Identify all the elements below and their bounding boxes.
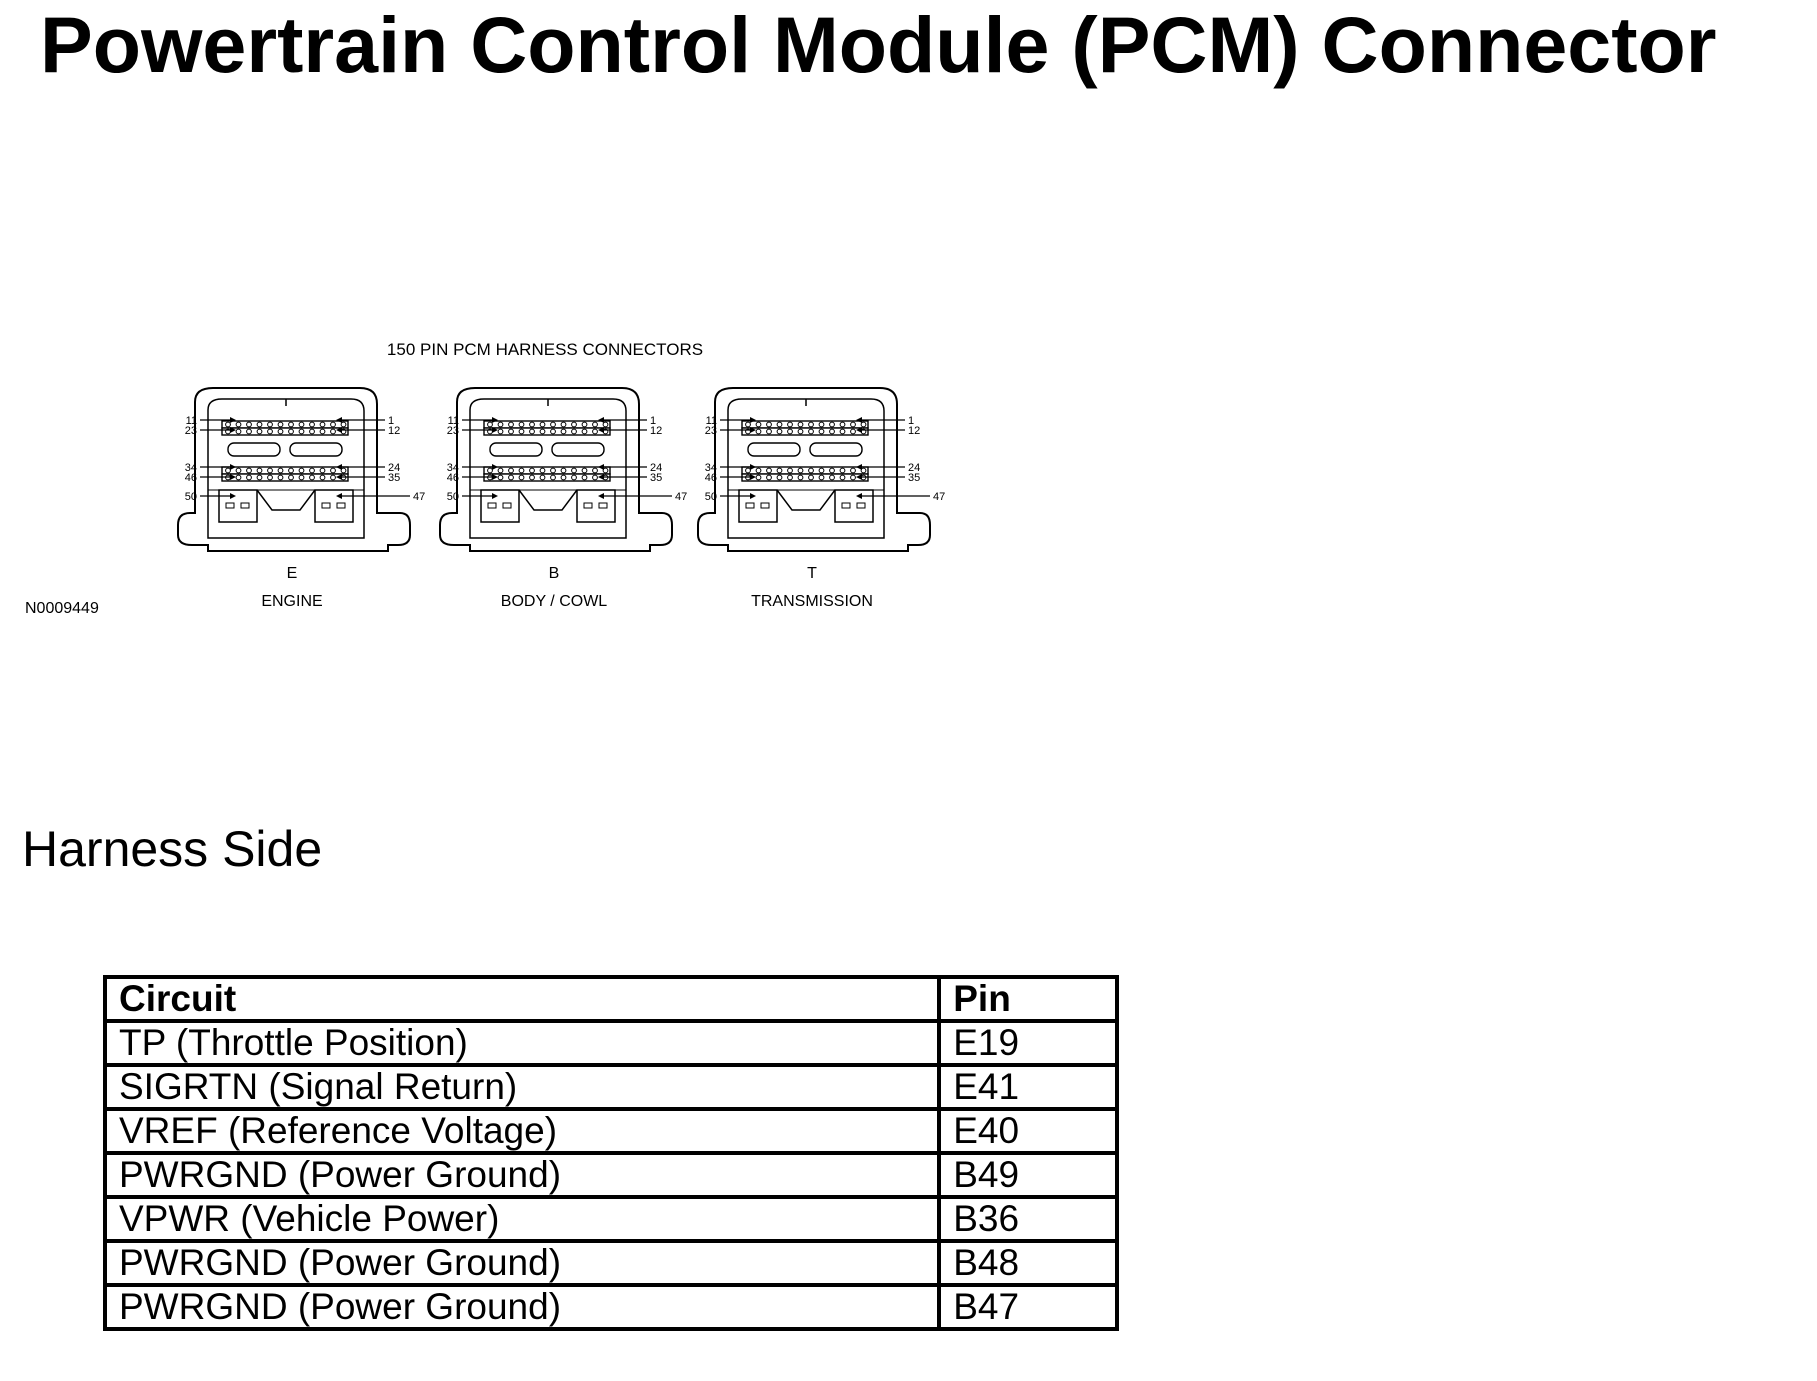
keying-slot (228, 443, 280, 456)
connector-name: TRANSMISSION (751, 593, 873, 610)
pin-number-label: 50 (446, 491, 459, 503)
v-notch (257, 490, 315, 510)
column-header-pin: Pin (939, 977, 1117, 1021)
circuit-pin-table (103, 975, 1119, 1331)
circuit-cell: PWRGND (Power Ground) (105, 1285, 939, 1329)
power-terminal-block (739, 490, 777, 522)
pin-number-label: 35 (388, 472, 401, 484)
pin-number-label: 24 (388, 462, 401, 474)
pin-number-label: 47 (933, 491, 946, 503)
pin-number-label: 1 (388, 415, 395, 427)
pin-cell: E40 (939, 1109, 1117, 1153)
power-terminal-block (577, 490, 615, 522)
keying-slot (490, 443, 542, 456)
diagram-caption: 150 PIN PCM HARNESS CONNECTORS (386, 340, 704, 359)
pin-number-label: 12 (650, 425, 663, 437)
section-heading: Harness Side (22, 821, 323, 877)
connector-letter: T (807, 565, 817, 582)
pin-number-label: 34 (184, 462, 197, 474)
table-row (105, 1065, 1117, 1109)
connectors-group (178, 388, 945, 610)
pin-number-label: 34 (446, 462, 459, 474)
pin-number-label: 50 (184, 491, 197, 503)
pin-number-label: 23 (184, 425, 197, 437)
pin-number-label: 46 (704, 472, 717, 484)
power-terminal-block (481, 490, 519, 522)
figure-id: N0009449 (25, 600, 99, 617)
pin-cell: E41 (939, 1065, 1117, 1109)
pin-number-label: 46 (184, 472, 197, 484)
pin-cell: B48 (939, 1241, 1117, 1285)
v-notch (777, 490, 835, 510)
pin-number-label: 11 (447, 415, 459, 427)
pin-cell: B49 (939, 1153, 1117, 1197)
table-row (105, 1021, 1117, 1065)
circuit-cell: PWRGND (Power Ground) (105, 1241, 939, 1285)
table-row (105, 1197, 1117, 1241)
page-title: Powertrain Control Module (PCM) Connector (40, 0, 1717, 89)
circuit-cell: PWRGND (Power Ground) (105, 1153, 939, 1197)
pin-cell: E19 (939, 1021, 1117, 1065)
circuit-cell: SIGRTN (Signal Return) (105, 1065, 939, 1109)
column-header-circuit: Circuit (105, 977, 939, 1021)
table-header-row (105, 977, 1117, 1021)
circuit-cell: VREF (Reference Voltage) (105, 1109, 939, 1153)
pin-number-label: 34 (704, 462, 717, 474)
keying-slot (290, 443, 342, 456)
pin-number-label: 47 (413, 491, 426, 503)
keying-slot (748, 443, 800, 456)
pin-number-label: 1 (650, 415, 657, 427)
circuit-cell: TP (Throttle Position) (105, 1021, 939, 1065)
pin-number-label: 12 (908, 425, 921, 437)
pin-cell: B36 (939, 1197, 1117, 1241)
connector-letter: B (548, 565, 560, 582)
pin-number-label: 24 (908, 462, 921, 474)
table-row (105, 1109, 1117, 1153)
table-row (105, 1285, 1117, 1329)
pin-number-label: 11 (185, 415, 197, 427)
connector-name: BODY / COWL (500, 593, 608, 610)
pin-number-label: 47 (675, 491, 688, 503)
pin-number-label: 11 (705, 415, 717, 427)
power-terminal-block (315, 490, 353, 522)
connector-letter: E (286, 565, 298, 582)
power-terminal-block (835, 490, 873, 522)
table-row (105, 1153, 1117, 1197)
pin-number-label: 23 (446, 425, 459, 437)
connector-transmission (698, 388, 945, 610)
pin-number-label: 35 (908, 472, 921, 484)
pin-number-label: 12 (388, 425, 401, 437)
pin-number-label: 1 (908, 415, 915, 427)
pin-number-label: 46 (446, 472, 459, 484)
connector-body-cowl (440, 388, 687, 610)
power-terminal-block (219, 490, 257, 522)
keying-slot (552, 443, 604, 456)
pcm-connector-diagram (0, 320, 1000, 640)
keying-slot (810, 443, 862, 456)
pin-number-label: 24 (650, 462, 663, 474)
connector-engine (178, 388, 425, 610)
pin-number-label: 50 (704, 491, 717, 503)
pin-number-label: 35 (650, 472, 663, 484)
circuit-cell: VPWR (Vehicle Power) (105, 1197, 939, 1241)
pin-cell: B47 (939, 1285, 1117, 1329)
pin-number-label: 23 (704, 425, 717, 437)
table-row (105, 1241, 1117, 1285)
connector-name: ENGINE (261, 593, 323, 610)
v-notch (519, 490, 577, 510)
